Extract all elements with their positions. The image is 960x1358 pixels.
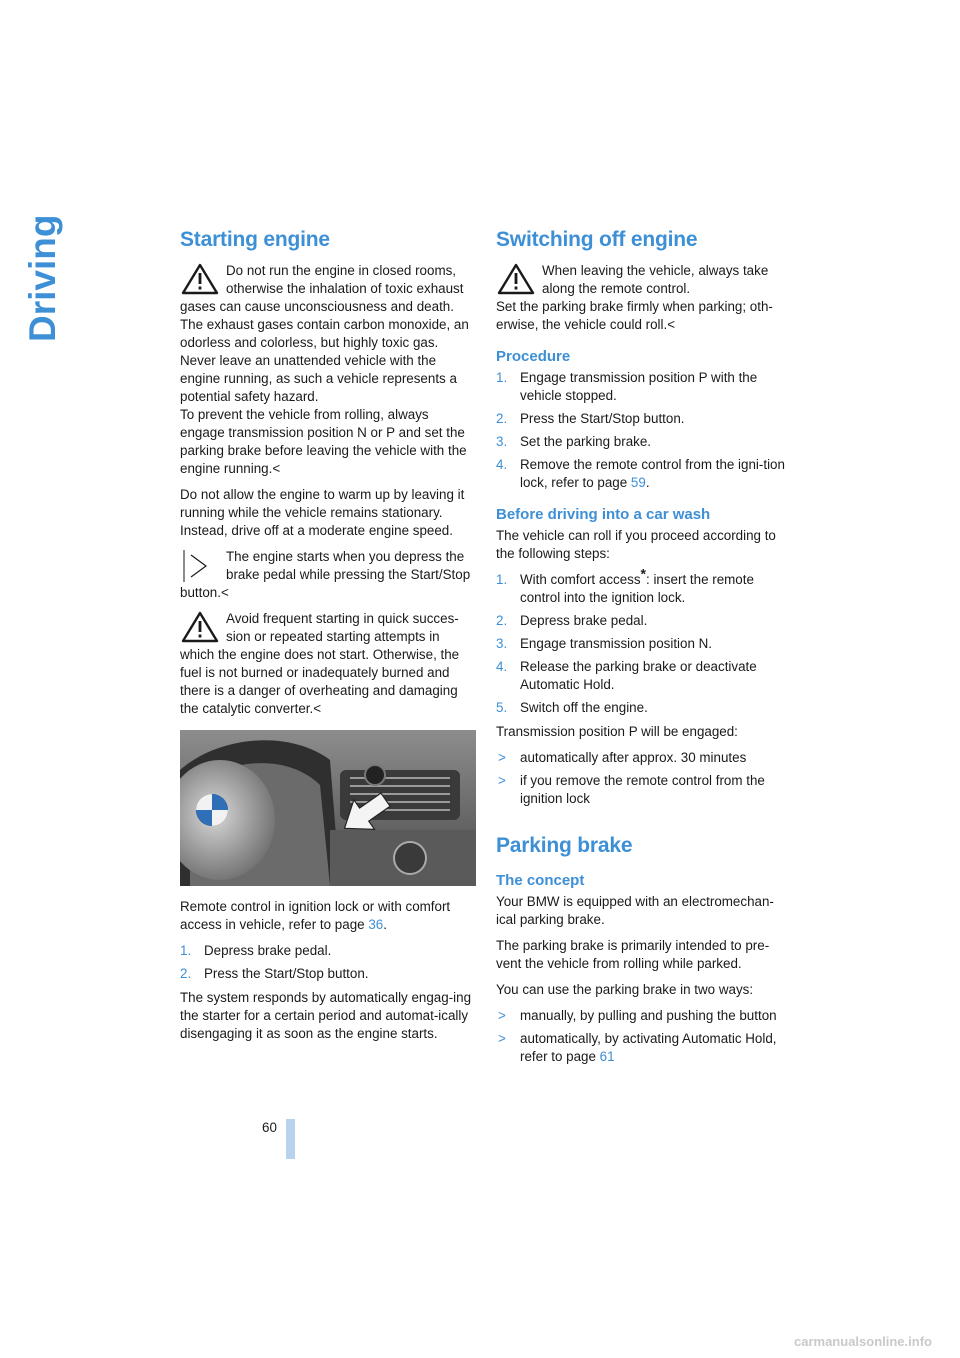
switching-off-heading: Switching off engine [496,228,698,251]
bullet-mark: > [498,773,506,788]
car-wash-step [496,658,792,694]
page-number: 60 [262,1120,277,1135]
step-number: 4. [496,659,508,674]
bullet-mark: > [498,1008,506,1023]
parking-brake-heading: Parking brake [496,834,633,857]
procedure-step [496,369,792,405]
step-number: 2. [496,411,508,426]
warning-rolling-text [180,406,476,478]
car-wash-step [496,565,792,607]
bullet-item [496,772,792,808]
step-text-cont: : insert the remote control into the ignition lock. [520,572,754,605]
step-number: 3. [496,636,508,651]
end-mark: < [313,701,322,716]
start-steps-list [180,942,476,983]
bullet-text: automatically after approx. 30 minutes [520,750,747,765]
warning-frequent-start [180,610,476,718]
page-61-link[interactable]: 61 [599,1049,615,1064]
end-mark: < [667,317,676,332]
concept-bullets [496,1007,792,1066]
warning-exhaust [180,262,476,478]
transmission-engaged-text: Transmission position P will be engaged: [496,724,738,739]
note-start-body: The engine starts when you depress the brake pedal while pressing the Start/Stop button. [180,549,471,600]
step-text: Switch off the engine. [520,700,648,715]
step-number: 2. [496,613,508,628]
step-text: Engage transmission position N. [520,636,713,651]
steering-wheel-start-button-photo [180,730,476,886]
step-number: 5. [496,700,508,715]
bullet-mark: > [498,750,506,765]
note-start [180,548,476,602]
start-step [180,942,476,960]
start-step [180,965,476,983]
end-mark: < [220,585,229,600]
step-text: With comfort access [520,572,641,587]
page-59-link[interactable]: 59 [630,475,646,490]
step-number: 1. [496,370,508,385]
bullet-mark: > [498,1031,506,1046]
warning-remote-text [496,262,792,298]
optional-equipment-star: * [640,565,646,582]
starting-engine-heading: Starting engine [180,228,330,251]
procedure-steps-list [496,369,792,492]
step-number: 1. [180,943,192,958]
step-number: 4. [496,457,508,472]
note-arrow-icon [180,548,220,582]
bullet-text: automatically, by activating Automatic Hold, refer to page [520,1031,777,1064]
warning-parking-body: Set the parking brake firmly when parking; oth-erwise, the vehicle could roll. [496,299,773,332]
concept-heading: The concept [496,872,585,889]
procedure-step [496,456,792,492]
warning-exhaust-text [180,262,476,406]
bullet-item [496,1030,792,1066]
procedure-step [496,433,792,451]
remote-control-caption [180,898,476,934]
step-end: . [645,475,650,490]
procedure-step [496,410,792,428]
bullet-item [496,1007,792,1025]
procedure-heading: Procedure [496,348,571,365]
warning-rolling-body: To prevent the vehicle from rolling, always engage transmission position N or P and set the parking brake before leaving the vehicle with the engine running. [180,407,467,476]
step-text: Press the Start/Stop button. [204,966,369,981]
car-wash-step [496,635,792,653]
step-text: Press the Start/Stop button. [520,411,685,426]
step-text: Remove the remote control from the igni-tion lock, refer to page [520,457,785,490]
step-number: 3. [496,434,508,449]
step-text: Depress brake pedal. [204,943,332,958]
car-wash-step [496,612,792,630]
step-text: Set the parking brake. [520,434,652,449]
left-column [180,228,476,1051]
system-responds-paragraph: The system responds by automatically engag-ing the starter for a certain period and automat-ically disengaging it as soon as the engine starts. [180,990,472,1041]
step-number: 2. [180,966,192,981]
warning-parking-text [496,298,792,334]
concept-paragraph-1: Your BMW is equipped with an electromechan-ical parking brake. [496,894,774,927]
step-number: 1. [496,572,508,587]
warm-up-paragraph: Do not allow the engine to warm up by leaving it running while the vehicle remains stationary. Instead, drive off at a moderate engine speed. [180,487,465,538]
caption-end: . [383,917,387,932]
step-text: Depress brake pedal. [520,613,648,628]
warning-remote-body: When leaving the vehicle, always take along the remote control. [542,263,769,296]
chapter-side-title-text: Driving [22,214,63,342]
right-column [496,228,792,1072]
car-wash-steps-list [496,565,792,717]
transmission-bullets [496,749,792,808]
warning-triangle-icon [180,262,220,296]
warning-triangle-icon [496,262,536,296]
step-text: Engage transmission position P with the vehicle stopped. [520,370,758,403]
end-mark: < [272,461,281,476]
warning-frequent-start-text [180,610,476,718]
warning-exhaust-rest: otherwise the inhalation of toxic exhaust gases can cause unconsciousness and death. The exhaust gases contain carbon monoxide, an odorless and colorless, but highly toxic gas. Never leave an unattended vehicle with the engine running, as such a vehicle represents a potential safety hazard. [180,281,469,404]
car-wash-intro: The vehicle can roll if you proceed according to the following steps: [496,528,776,561]
warning-remote [496,262,792,334]
step-text: Release the parking brake or deactivate Automatic Hold. [520,659,757,692]
footer-watermark: carmanualsonline.info [794,1334,932,1349]
warning-exhaust-line1: Do not run the engine in closed rooms, [226,263,457,278]
car-wash-step [496,699,792,717]
bullet-item [496,749,792,767]
page-marker-bar [286,1119,295,1159]
page-36-link[interactable]: 36 [368,917,384,932]
chapter-side-title [22,214,63,412]
concept-paragraph-2: The parking brake is primarily intended to pre-vent the vehicle from rolling while parked. [496,938,770,971]
warning-frequent-start-body: Avoid frequent starting in quick succes-sion or repeated starting attempts in which the engine does not start. Otherwise, the fuel is not burned or inadequately burned and there is a danger of overheating and damaging the catalytic converter. [180,611,460,716]
concept-paragraph-3: You can use the parking brake in two ways: [496,982,754,997]
car-wash-heading: Before driving into a car wash [496,506,711,523]
bullet-text: manually, by pulling and pushing the button [520,1008,777,1023]
bullet-text: if you remove the remote control from the ignition lock [520,773,765,806]
caption-text: Remote control in ignition lock or with comfort access in vehicle, refer to page [180,899,451,932]
warning-triangle-icon [180,610,220,644]
note-start-text [180,548,476,602]
